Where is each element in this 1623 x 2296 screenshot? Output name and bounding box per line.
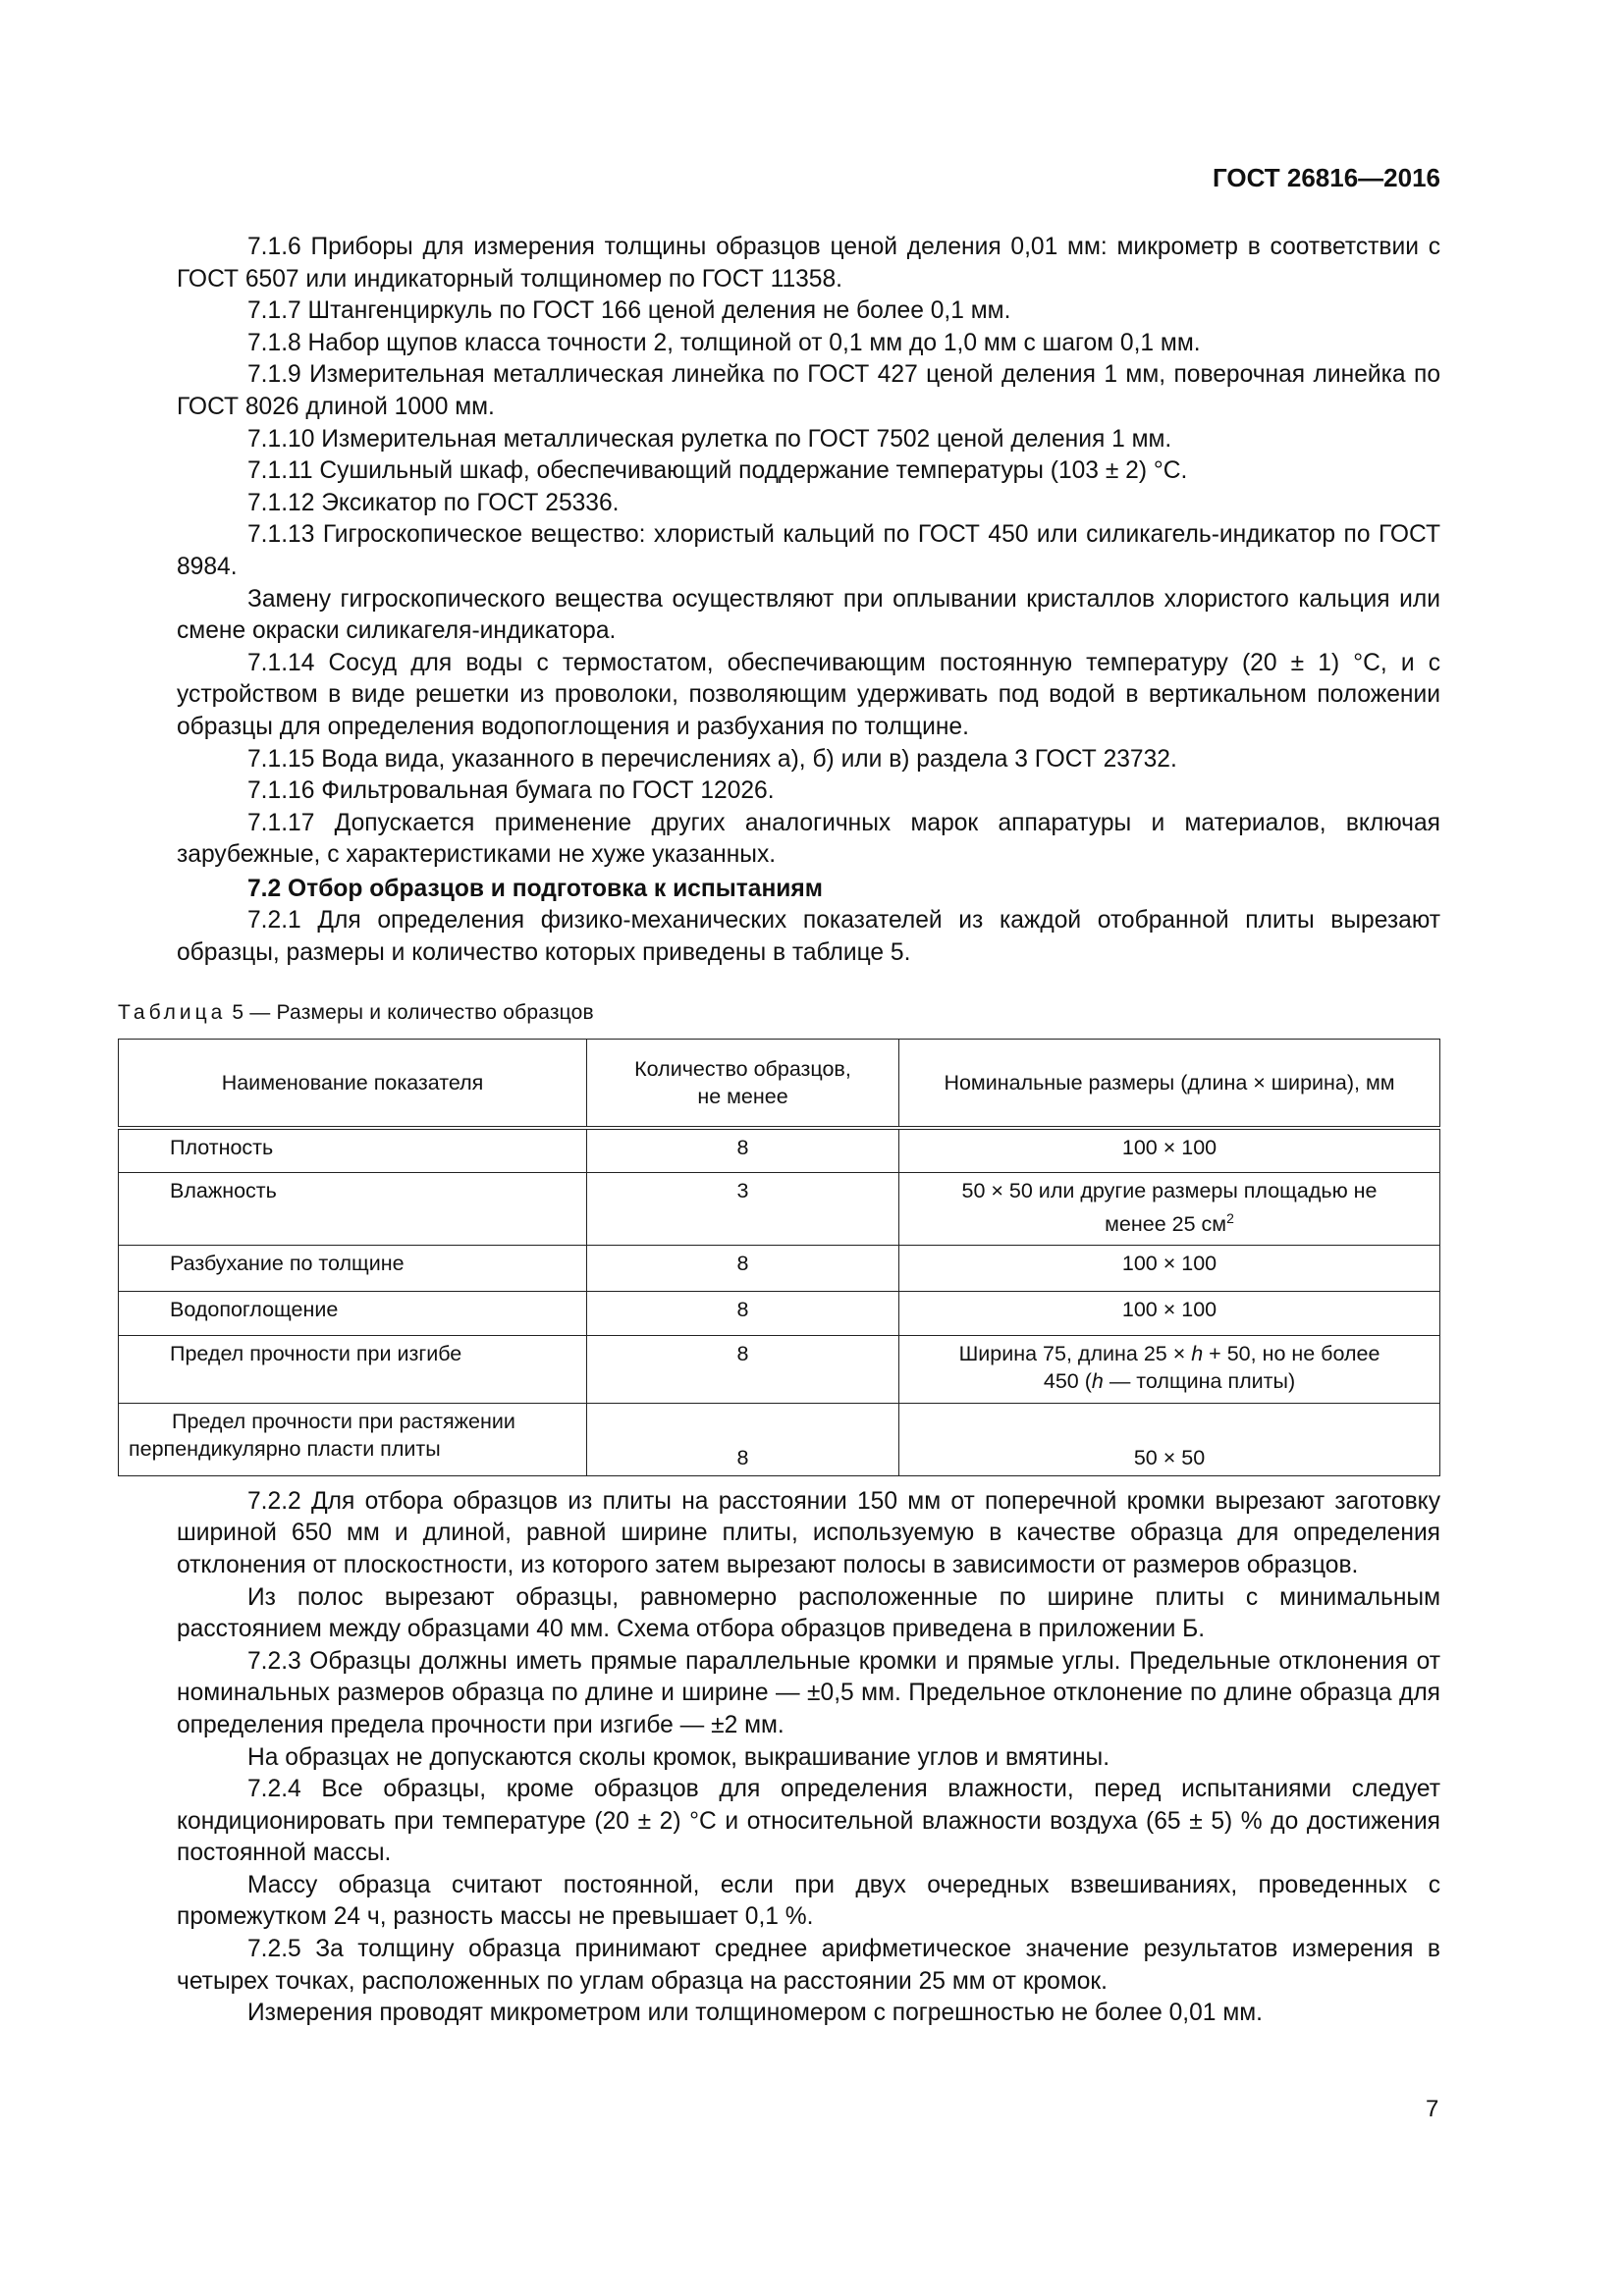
- size-var: h: [1191, 1341, 1204, 1365]
- cell-name: Предел прочности при изгибе: [119, 1335, 587, 1403]
- paragraph: Из полос вырезают образцы, равномерно расположенные по ширине плиты с минимальным расстоянием между образцами 40 мм. Схема отбора образцов приведена в приложении Б.: [177, 1583, 1440, 1643]
- paragraph: 7.1.10 Измерительная металлическая рулетка по ГОСТ 7502 ценой деления 1 мм.: [247, 425, 1172, 453]
- size-var: h: [1091, 1368, 1104, 1393]
- samples-table: [118, 1039, 1440, 1476]
- table-header-row: [119, 1040, 1440, 1129]
- table-row: [119, 1128, 1440, 1172]
- superscript: 2: [1226, 1209, 1234, 1226]
- paragraph: 7.1.15 Вода вида, указанного в перечислениях а), б) или в) раздела 3 ГОСТ 23732.: [247, 745, 1177, 773]
- document-header: ГОСТ 26816—2016: [1213, 163, 1440, 192]
- cell-size: 100 × 100: [899, 1245, 1440, 1291]
- cell-count: 8: [587, 1403, 899, 1475]
- table-row: [119, 1403, 1440, 1475]
- paragraph: 7.2.2 Для отбора образцов из плиты на расстоянии 150 мм от поперечной кромки вырезают заготовку шириной 650 мм и длиной, равной ширине плиты, используемую в качестве образца для определения отклонения от плоскостности, из которого затем вырезают полосы в зависимости от размеров образцов.: [177, 1487, 1440, 1578]
- paragraph: Измерения проводят микрометром или толщиномером с погрешностью не более 0,01 мм.: [247, 2000, 1263, 2027]
- page-number: 7: [1426, 2096, 1439, 2122]
- table-caption-text: 5 — Размеры и количество образцов: [232, 1000, 594, 1024]
- paragraph: 7.2.4 Все образцы, кроме образцов для определения влажности, перед испытаниями следует кондиционировать при температуре (20 ± 2) °С и относительной влажности воздуха (65 ± 5) % до достижения постоянной массы.: [177, 1776, 1440, 1867]
- size-text: 50 × 50 или другие размеры площадью не менее 25 см: [961, 1178, 1378, 1236]
- table-row: [119, 1291, 1440, 1335]
- paragraph: 7.1.16 Фильтровальная бумага по ГОСТ 12026.: [247, 777, 775, 805]
- paragraph: 7.1.7 Штангенциркуль по ГОСТ 166 ценой деления не более 0,1 мм.: [247, 297, 1011, 325]
- cell-name: Разбухание по толщине: [119, 1245, 587, 1291]
- table-row: [119, 1245, 1440, 1291]
- paragraph: Массу образца считают постоянной, если при двух очередных взвешиваниях, проведенных с промежутком 24 ч, разность массы не превышает 0,1 %.: [177, 1871, 1440, 1931]
- table-caption: [118, 997, 1440, 1030]
- paragraph: 7.1.13 Гигроскопическое вещество: хлористый кальций по ГОСТ 450 или силикагель-индикатор по ГОСТ 8984.: [177, 521, 1440, 580]
- cell-size: 100 × 100: [899, 1128, 1440, 1172]
- paragraph: 7.1.6 Приборы для измерения толщины образцов ценой деления 0,01 мм: микрометр в соответствии с ГОСТ 6507 или индикаторный толщиномер по ГОСТ 11358.: [177, 234, 1440, 293]
- cell-count: 8: [587, 1128, 899, 1172]
- paragraph: 7.1.17 Допускается применение других аналогичных марок аппаратуры и материалов, включая зарубежные, с характеристиками не хуже указанных.: [177, 809, 1440, 869]
- cell-name: Влажность: [119, 1172, 587, 1245]
- size-text: + 50, но не более 450 (: [1043, 1341, 1380, 1393]
- cell-name: Предел прочности при растяжении перпендикулярно пласти плиты: [119, 1403, 587, 1475]
- cell-size: [899, 1172, 1440, 1245]
- paragraph: 7.1.11 Сушильный шкаф, обеспечивающий поддержание температуры (103 ± 2) °С.: [247, 457, 1188, 485]
- header-cell: Количество образцов, не менее: [587, 1040, 899, 1129]
- section-heading: 7.2 Отбор образцов и подготовка к испытаниям: [247, 875, 823, 902]
- cell-count: 3: [587, 1172, 899, 1245]
- table-row: [119, 1335, 1440, 1403]
- paragraph: Замену гигроскопического вещества осуществляют при оплывании кристаллов хлористого кальция или смене окраски силикагеля-индикатора.: [177, 585, 1440, 645]
- paragraph: На образцах не допускаются сколы кромок, выкрашивание углов и вмятины.: [247, 1743, 1110, 1771]
- cell-size: 100 × 100: [899, 1291, 1440, 1335]
- size-text: — толщина плиты): [1103, 1368, 1296, 1393]
- paragraph: 7.2.5 За толщину образца принимают среднее арифметическое значение результатов измерения в четырех точках, расположенных по углам образца на расстоянии 25 мм от кромок.: [177, 1936, 1440, 1995]
- paragraph: 7.2.1 Для определения физико-механических показателей из каждой отобранной плиты вырезают образцы, размеры и количество которых приведены в таблице 5.: [177, 907, 1440, 967]
- header-cell: Номинальные размеры (длина × ширина), мм: [899, 1040, 1440, 1129]
- paragraph: 7.1.8 Набор щупов класса точности 2, толщиной от 0,1 мм до 1,0 мм с шагом 0,1 мм.: [247, 329, 1201, 356]
- table-caption-label: Таблица: [118, 1000, 227, 1024]
- paragraph: 7.1.12 Эксикатор по ГОСТ 25336.: [247, 489, 620, 516]
- paragraph: 7.2.3 Образцы должны иметь прямые параллельные кромки и прямые углы. Предельные отклонения от номинальных размеров образца по длине и ширине — ±0,5 мм. Предельное отклонение по длине образца для определения предела прочности при изгибе — ±2 мм.: [177, 1647, 1440, 1738]
- cell-count: 8: [587, 1245, 899, 1291]
- cell-name: Плотность: [119, 1128, 587, 1172]
- header-cell: Наименование показателя: [119, 1040, 587, 1129]
- cell-size: [899, 1335, 1440, 1403]
- cell-count: 8: [587, 1291, 899, 1335]
- cell-count: 8: [587, 1335, 899, 1403]
- size-text: Ширина 75, длина 25 ×: [958, 1341, 1192, 1365]
- paragraph: 7.1.9 Измерительная металлическая линейка по ГОСТ 427 ценой деления 1 мм, поверочная линейка по ГОСТ 8026 длиной 1000 мм.: [177, 361, 1440, 420]
- cell-size: 50 × 50: [899, 1403, 1440, 1475]
- cell-name: Водопоглощение: [119, 1291, 587, 1335]
- table-row: [119, 1172, 1440, 1245]
- document-body: [118, 232, 1440, 2030]
- paragraph: 7.1.14 Сосуд для воды с термостатом, обеспечивающим постоянную температуру (20 ± 1) °С, и с устройством в виде решетки из проволоки, позволяющим удерживать под водой в вертикальном положении образцы для определения водопоглощения и разбухания по толщине.: [177, 649, 1440, 740]
